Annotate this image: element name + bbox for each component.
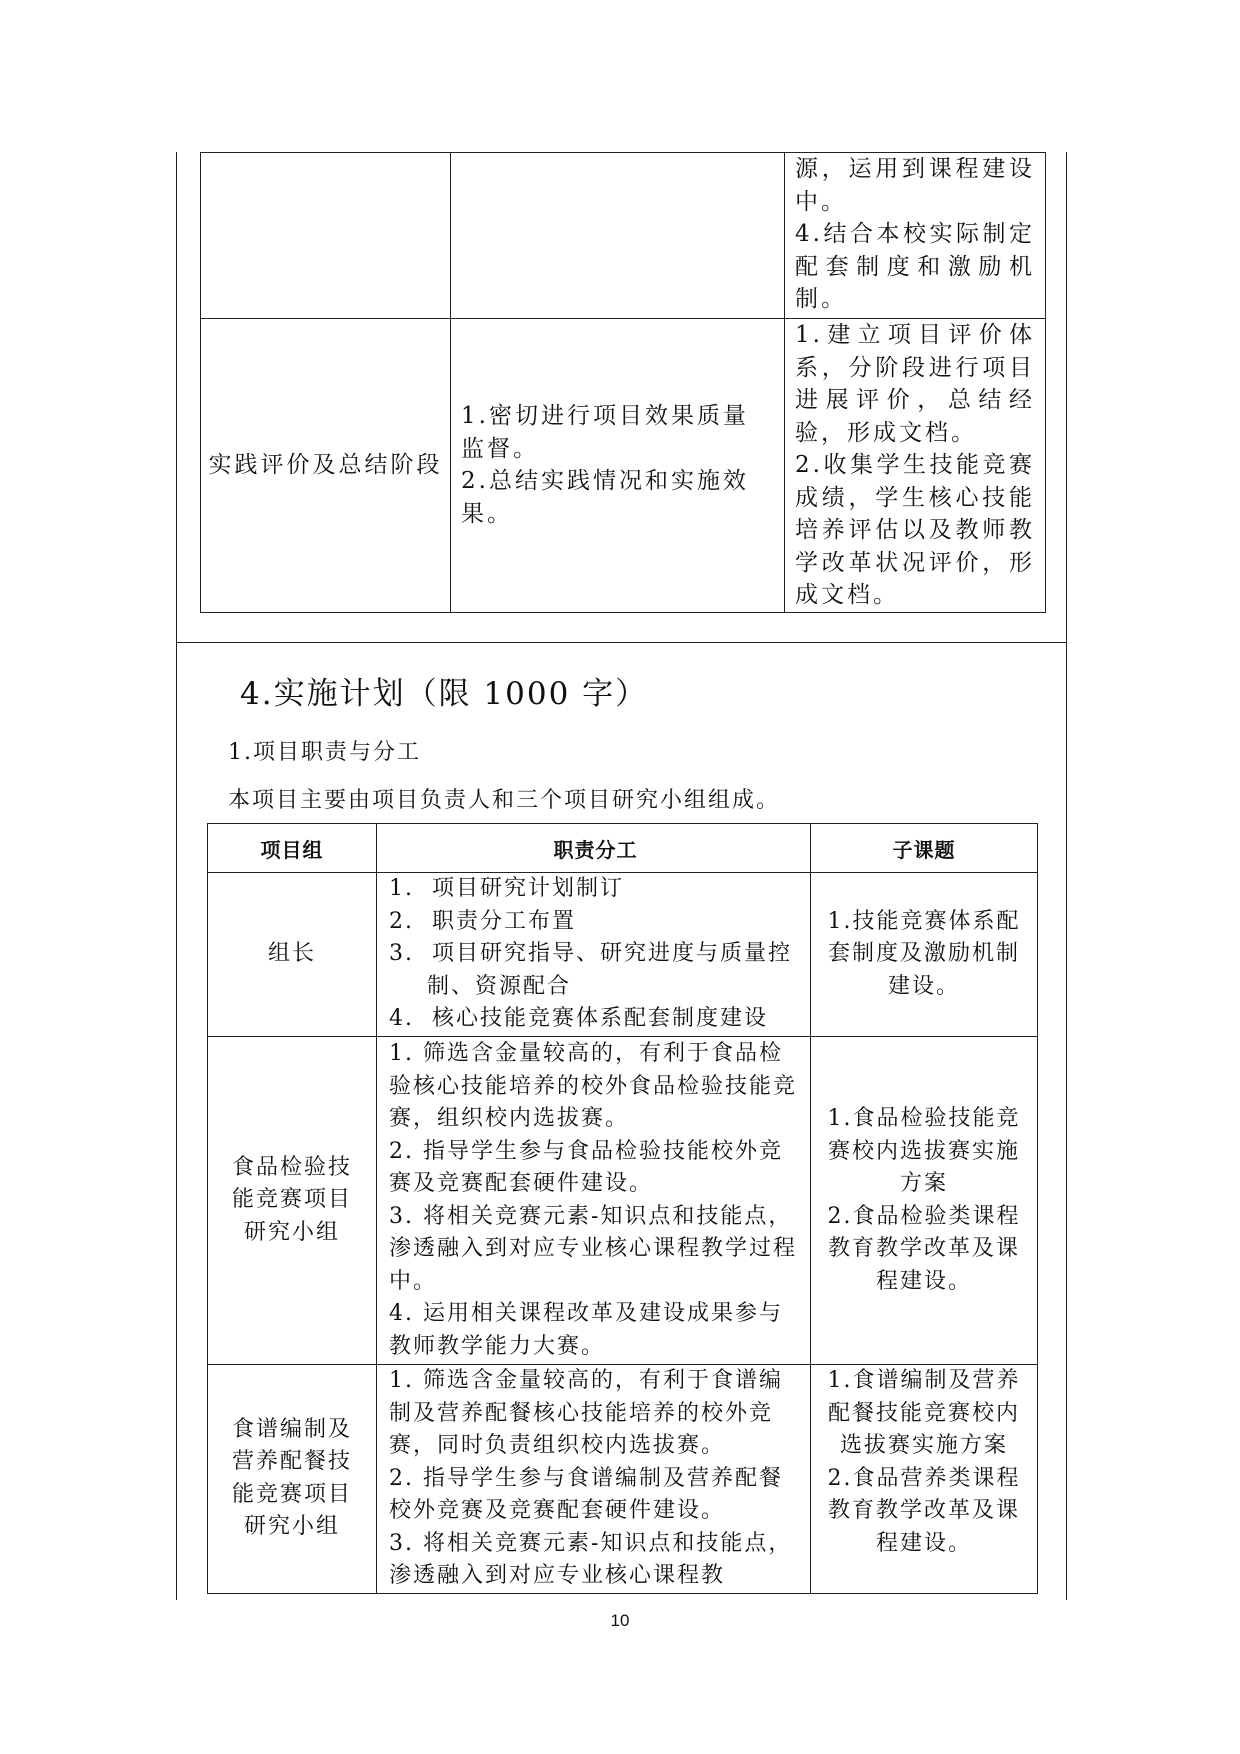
header-subtopic: 子课题 [811,824,1038,873]
intro-paragraph: 本项目主要由项目负责人和三个项目研究小组组成。 [228,788,781,813]
subtopic-cell [811,1365,1038,1594]
duty-item: 3. 项目研究指导、研究进度与质量控制、资源配合 [389,941,792,999]
stage-row-continued [201,153,1046,319]
duty-item: 1. 筛选含金量较高的，有利于食谱编制及营养配餐核心技能培养的校外竞赛，同时负责组织校内选拔赛。 [389,1368,783,1458]
subtopic-item: 1.食谱编制及营养配餐技能竞赛校内选拔赛实施方案 [827,1368,1021,1458]
header-group: 项目组 [208,824,377,873]
table-row [208,1365,1038,1594]
duty-item: 2. 指导学生参与食谱编制及营养配餐校外竞赛及竞赛配套硬件建设。 [389,1465,783,1523]
subtopic-cell [811,873,1038,1037]
table-row [208,1037,1038,1365]
result-item: 2.收集学生技能竞赛成绩，学生核心技能培养评估以及教师教学改革状况评价，形成文档。 [795,452,1035,608]
duties-cell [377,873,811,1037]
page-number: 10 [610,1611,630,1630]
content-item: 1.密切进行项目效果质量监督。 [461,403,749,462]
group-cell: 组长 [208,873,377,1037]
subheading: 1.项目职责与分工 [228,740,421,765]
duty-item: 2. 职责分工布置 [389,908,576,934]
division-table [207,823,1038,1594]
section-title: 4.实施计划（限 1000 字） [240,676,649,712]
duty-item: 1. 项目研究计划制订 [389,876,624,902]
results-cell [785,153,1046,319]
duty-item: 4. 运用相关课程改革及建设成果参与教师教学能力大赛。 [389,1301,783,1359]
content-cell [451,153,785,319]
stage-table [200,152,1046,613]
table-header-row [208,824,1038,873]
duty-item: 3. 将相关竞赛元素-知识点和技能点，渗透融入到对应专业核心课程教 [389,1530,793,1588]
duty-item: 1. 筛选含金量较高的，有利于食品检验核心技能培养的校外食品检验技能竞赛，组织校内选拔赛。 [389,1041,798,1131]
duty-item: 2. 指导学生参与食品检验技能校外竞赛及竞赛配套硬件建设。 [389,1138,783,1196]
group-cell: 食谱编制及营养配餐技能竞赛项目研究小组 [208,1365,377,1594]
stage-cell [201,153,451,319]
duty-item: 4. 核心技能竞赛体系配套制度建设 [389,1006,768,1032]
duties-cell [377,1037,811,1365]
subtopic-item: 1.食品检验技能竞赛校内选拔赛实施方案 [827,1106,1021,1196]
results-cell [785,319,1046,613]
subtopic-item: 1.技能竞赛体系配套制度及激励机制建设。 [827,908,1021,999]
result-item: 源，运用到课程建设中。 [795,156,1035,215]
result-item: 1.建立项目评价体系，分阶段进行项目进展评价，总结经验，形成文档。 [795,322,1035,446]
group-cell: 食品检验技能竞赛项目研究小组 [208,1037,377,1365]
subtopic-cell [811,1037,1038,1365]
header-duties: 职责分工 [377,824,811,873]
duties-cell [377,1365,811,1594]
stage-cell: 实践评价及总结阶段 [201,319,451,613]
content-cell [451,319,785,613]
content-item: 2.总结实践情况和实施效果。 [461,468,749,527]
subtopic-item: 2.食品营养类课程教育教学改革及课程建设。 [827,1465,1021,1556]
duty-item: 3. 将相关竞赛元素-知识点和技能点，渗透融入到对应专业核心课程教学过程中。 [389,1203,798,1294]
table-row [208,873,1038,1037]
subtopic-item: 2.食品检验类课程教育教学改革及课程建设。 [827,1203,1021,1294]
result-item: 4.结合本校实际制定配套制度和激励机制。 [795,221,1035,312]
section-divider [176,642,1067,643]
stage-row-evaluation [201,319,1046,613]
